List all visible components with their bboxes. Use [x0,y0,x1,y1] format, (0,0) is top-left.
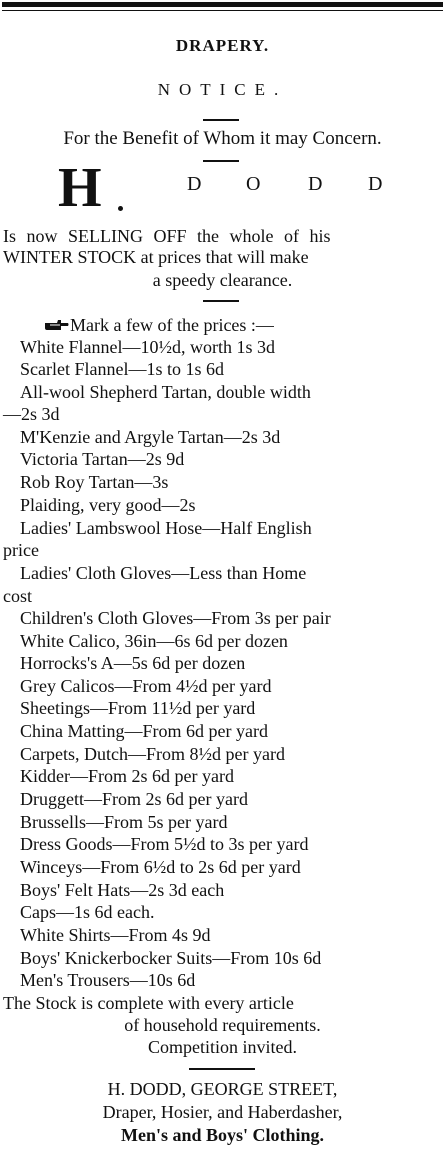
divider [203,119,239,121]
name-letter: D [308,173,323,195]
price-item: Men's Trousers—10s 6d [20,970,196,990]
price-item: Rob Roy Tartan—3s [20,472,169,492]
price-item: cost [3,586,32,606]
price-item: Dress Goods—From 5½d to 3s per yard [20,834,309,854]
price-item: Brussells—From 5s per yard [20,812,228,832]
price-item: White Calico, 36in—6s 6d per dozen [20,631,288,651]
name-letter: D [368,173,383,195]
name-letter: D [187,173,202,195]
divider [189,1068,255,1070]
price-item: Ladies' Lambswool Hose—Half English [20,518,312,538]
price-item: Winceys—From 6½d to 2s 6d per yard [20,857,301,877]
price-item: Plaiding, very good—2s [20,495,196,515]
price-item: Carpets, Dutch—From 8½d per yard [20,744,285,764]
stock-line: of household requirements. [124,1015,321,1035]
price-item: Grey Calicos—From 4½d per yard [20,676,272,696]
top-rule-thin [2,10,443,11]
divider [203,160,239,162]
mark-prices-line [44,315,274,335]
price-item: Kidder—From 2s 6d per yard [20,766,234,786]
stock-line: Competition invited. [148,1037,297,1057]
price-item: White Flannel—10½d, worth 1s 3d [20,337,275,357]
price-item: Sheetings—From 11½d per yard [20,698,256,718]
mark-prices-text: Mark a few of the prices :— [70,315,274,335]
price-item: China Matting—From 6d per yard [20,721,268,741]
initial-dot [118,206,123,211]
name-letter: O [246,173,261,195]
divider [203,300,239,302]
price-item: Boys' Felt Hats—2s 3d each [20,880,225,900]
price-item: Ladies' Cloth Gloves—Less than Home [20,563,307,583]
top-rule [2,2,443,7]
name-initial: H [58,157,102,219]
footer-line: H. DODD, GEORGE STREET, [107,1079,338,1099]
stock-line: The Stock is complete with every article [3,993,294,1013]
price-item: Caps—1s 6d each. [20,902,155,922]
price-item: Scarlet Flannel—1s to 1s 6d [20,359,224,379]
price-item: Children's Cloth Gloves—From 3s per pair [20,608,331,628]
footer-line: Draper, Hosier, and Haberdasher, [102,1102,343,1122]
pointing-hand-icon [44,316,70,330]
price-item: M'Kenzie and Argyle Tartan—2s 3d [20,427,281,447]
price-item: price [3,540,39,560]
price-item: Victoria Tartan—2s 9d [20,449,185,469]
intro-line: WINTER STOCK at prices that will make [3,247,309,267]
intro-line: a speedy clearance. [152,270,293,290]
intro-line: Is now SELLING OFF the whole of his [3,226,331,246]
price-item: Boys' Knickerbocker Suits—From 10s 6d [20,948,322,968]
price-item: All-wool Shepherd Tartan, double width [20,382,311,402]
price-item: Horrocks's A—5s 6d per dozen [20,653,246,673]
concern-line: For the Benefit of Whom it may Concern. [63,128,382,149]
footer-line: Men's and Boys' Clothing. [120,1125,325,1145]
section-heading: DRAPERY. [175,36,270,55]
price-item: Druggett—From 2s 6d per yard [20,789,248,809]
price-item: White Shirts—From 4s 9d [20,925,211,945]
price-item: —2s 3d [3,404,60,424]
notice-heading: NOTICE. [157,80,288,99]
